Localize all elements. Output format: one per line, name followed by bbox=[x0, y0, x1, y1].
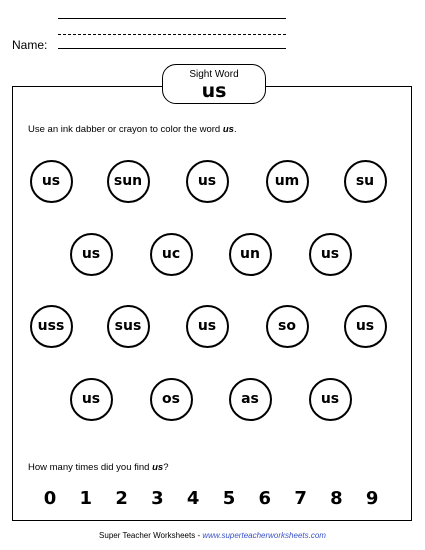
word-bubble[interactable] bbox=[150, 233, 193, 276]
word-bubble[interactable] bbox=[344, 160, 387, 203]
footer-brand: Super Teacher Worksheets bbox=[99, 531, 196, 540]
word-bubble[interactable] bbox=[107, 305, 150, 348]
question-prefix: How many times did you find bbox=[28, 462, 153, 473]
word-bubble[interactable] bbox=[70, 233, 113, 276]
word-bubble-label: un bbox=[240, 246, 260, 262]
answer-digit[interactable]: 6 bbox=[258, 488, 272, 509]
answer-digit[interactable]: 8 bbox=[330, 488, 343, 509]
word-bubble-label: um bbox=[274, 173, 300, 189]
word-bubble[interactable] bbox=[266, 305, 309, 348]
word-bubble[interactable] bbox=[107, 160, 150, 203]
answer-digit[interactable]: 0 bbox=[43, 488, 57, 509]
name-line-dashed bbox=[58, 34, 286, 35]
instructions-word: us bbox=[222, 124, 234, 135]
word-bubble-label: us bbox=[81, 246, 101, 262]
footer-separator: - bbox=[195, 531, 203, 540]
word-bubble-label: so bbox=[278, 318, 296, 334]
word-bubble-label: sus bbox=[114, 318, 142, 334]
footer bbox=[0, 531, 425, 540]
word-bubble[interactable] bbox=[229, 233, 272, 276]
word-bubble[interactable] bbox=[344, 305, 387, 348]
word-bubble[interactable] bbox=[309, 378, 352, 421]
name-line-top bbox=[58, 18, 286, 19]
word-bubble-label: sun bbox=[113, 173, 143, 189]
word-bubble-label: us bbox=[197, 318, 217, 334]
worksheet-frame bbox=[12, 86, 412, 521]
answer-digit[interactable]: 2 bbox=[115, 488, 128, 509]
word-bubble[interactable] bbox=[186, 160, 229, 203]
question-word: us bbox=[152, 462, 164, 473]
word-bubble-label: uss bbox=[37, 318, 65, 334]
word-bubble[interactable] bbox=[186, 305, 229, 348]
instructions-prefix: Use an ink dabber or crayon to color the word bbox=[28, 124, 223, 135]
word-bubble[interactable] bbox=[309, 233, 352, 276]
word-bubble-label: us bbox=[320, 246, 340, 262]
word-bubble[interactable] bbox=[30, 305, 73, 348]
word-bubble-label: su bbox=[355, 173, 375, 189]
word-bubble-label: as bbox=[241, 391, 259, 407]
title-box bbox=[162, 64, 266, 104]
word-bubble-label: us bbox=[41, 173, 61, 189]
answer-digit[interactable]: 1 bbox=[79, 488, 93, 509]
instructions-suffix: . bbox=[233, 124, 237, 135]
word-bubble-label: uc bbox=[161, 246, 181, 262]
title-word: us bbox=[201, 80, 227, 102]
word-bubble-label: us bbox=[320, 391, 340, 407]
name-line-bottom[interactable] bbox=[58, 48, 286, 49]
question bbox=[28, 462, 168, 473]
word-bubble-label: us bbox=[197, 173, 217, 189]
word-bubble[interactable] bbox=[266, 160, 309, 203]
word-bubble[interactable] bbox=[30, 160, 73, 203]
word-bubble[interactable] bbox=[70, 378, 113, 421]
answer-digit[interactable]: 5 bbox=[222, 488, 236, 509]
word-bubble-label: us bbox=[81, 391, 101, 407]
instructions bbox=[28, 124, 237, 135]
title-subtitle: Sight Word bbox=[189, 69, 239, 80]
footer-site[interactable]: www.superteacherworksheets.com bbox=[202, 531, 326, 540]
question-suffix: ? bbox=[163, 462, 169, 473]
word-bubble[interactable] bbox=[150, 378, 193, 421]
word-bubble[interactable] bbox=[229, 378, 272, 421]
answer-digit[interactable]: 7 bbox=[294, 488, 307, 509]
answer-digit[interactable]: 3 bbox=[151, 488, 164, 509]
answer-digit[interactable]: 9 bbox=[365, 488, 379, 509]
word-bubble-label: us bbox=[355, 318, 375, 334]
name-label: Name: bbox=[12, 38, 48, 52]
word-bubble-label: os bbox=[162, 391, 180, 407]
answer-digit[interactable]: 4 bbox=[186, 488, 200, 509]
